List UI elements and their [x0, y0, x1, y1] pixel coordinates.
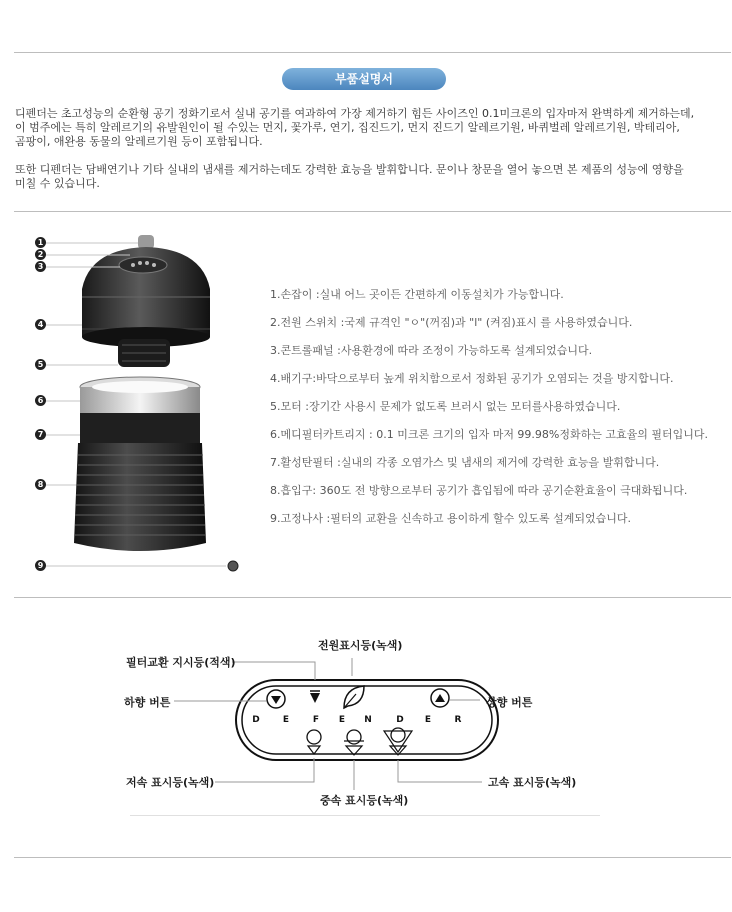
power-indicator-label: 전원표시등(녹색) — [318, 639, 403, 652]
product-diagram — [0, 225, 260, 585]
intro-line: 이 범주에는 특히 알레르기의 유발원인이 될 수있는 먼지, 꽃가루, 연기, 집진드기, 먼지 진드기 알레르기원, 바퀴벌레 알레르기원, 박테리아, — [15, 121, 680, 134]
bottom-divider — [14, 857, 731, 858]
brand-letter: E — [338, 715, 346, 725]
callout-8: 8 — [35, 479, 46, 490]
intro-line: 디펜더는 초고성능의 순환형 공기 정화기로서 실내 공기를 여과하여 가장 제거하기 힘든 사이즈인 0.1미크론의 입자마저 완벽하게 제거하는데, — [15, 107, 695, 120]
control-panel — [119, 257, 167, 273]
high-speed-indicator — [384, 728, 412, 755]
callout-7: 7 — [35, 429, 46, 440]
up-button-label: 상향 버튼 — [486, 696, 533, 709]
fan-speed-icon — [308, 746, 320, 754]
low-speed-label: 저속 표시등(녹색) — [126, 776, 215, 789]
filter-indicator — [310, 691, 320, 703]
list-item: 8.흡입구: 360도 전 방향으로부터 공기가 흡입됨에 따라 공기순환효율이 극대화됩니다. — [270, 484, 688, 497]
top-divider — [14, 52, 731, 53]
list-item: 2.전원 스위치 :국제 규격인 "ㅇ"(꺼짐)과 "l" (켜짐)표시 를 사용하였습니다. — [270, 316, 633, 329]
brand-letter: D — [396, 715, 404, 725]
mid-speed-label: 중속 표시등(녹색) — [320, 794, 409, 807]
list-item: 6.메디필터카트리지 : 0.1 미크론 크기의 입자 마저 99.98%정화하는 고효율의 필터입니다. — [270, 428, 709, 441]
intro-line: 미칠 수 있습니다. — [15, 177, 100, 190]
intro-line: 곰팡이, 애완용 동물의 알레르기원 등이 포함됩니다. — [15, 135, 263, 148]
carbon-filter — [80, 413, 200, 443]
down-button[interactable] — [267, 690, 285, 708]
high-speed-label: 고속 표시등(녹색) — [488, 776, 577, 789]
up-button[interactable] — [431, 689, 449, 707]
low-speed-indicator — [307, 730, 321, 754]
fixing-screw — [228, 561, 238, 571]
brand-letter: N — [364, 715, 372, 725]
parts-list — [270, 285, 708, 537]
section-title: 부품설명서 — [282, 68, 446, 90]
down-button-label: 하향 버튼 — [124, 696, 171, 709]
list-item: 3.콘트롤패널 :사용환경에 따라 조정이 가능하도록 설계되었습니다. — [270, 344, 593, 357]
list-item: 9.고정나사 :필터의 교환을 신속하고 용이하게 할수 있도록 설계되었습니다. — [270, 512, 631, 525]
brand-letter: E — [424, 715, 432, 725]
brand-letter: E — [282, 715, 290, 725]
handle — [138, 235, 154, 249]
callout-2: 2 — [35, 249, 46, 260]
list-item: 7.활성탄필터 :실내의 각종 오염가스 및 냄새의 제거에 강력한 효능을 발휘합니다. — [270, 456, 660, 469]
list-item: 5.모터 :장기간 사용시 문제가 없도록 브러시 없는 모터를사용하였습니다. — [270, 400, 621, 413]
list-item: 4.배기구:바닥으로부터 높게 위치함으로서 정화된 공기가 오염되는 것을 방지합니다. — [270, 372, 674, 385]
filter-indicator-label: 필터교환 지시등(적색) — [126, 656, 236, 669]
filter-triangle-icon — [310, 693, 320, 703]
callout-1: 1 — [35, 237, 46, 248]
callout-6: 6 — [35, 395, 46, 406]
callout-3: 3 — [35, 261, 46, 272]
parts-divider — [14, 597, 731, 598]
callout-4: 4 — [35, 319, 46, 330]
panel-inner-divider — [130, 815, 600, 816]
intro-divider — [14, 211, 731, 212]
brand-letter: F — [312, 715, 320, 725]
brand-letter: R — [454, 715, 462, 725]
list-item: 1.손잡이 :실내 어느 곳이든 간편하게 이동설치가 가능합니다. — [270, 288, 564, 301]
callout-9: 9 — [35, 560, 46, 571]
callout-5: 5 — [35, 359, 46, 370]
mid-speed-indicator — [344, 730, 364, 755]
power-indicator — [344, 686, 364, 708]
brand-letter: D — [252, 715, 260, 725]
intro-line: 또한 디펜더는 담배연기나 기타 실내의 냄새를 제거하는데도 강력한 효능을 발휘합니다. 문이나 창문을 열어 놓으면 본 제품의 성능에 영향을 — [15, 163, 684, 176]
